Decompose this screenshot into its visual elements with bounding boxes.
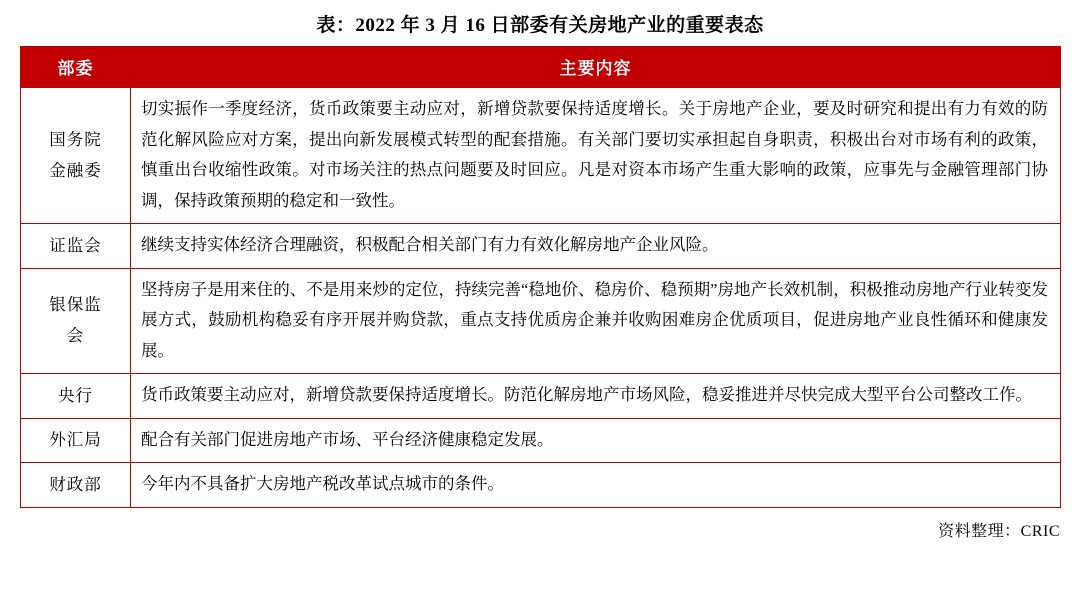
policy-table	[20, 46, 1061, 508]
cell-content: 坚持房子是用来住的、不是用来炒的定位，持续完善“稳地价、稳房价、稳预期”房地产长效机制，积极推动房地产行业转变发展方式，鼓励机构稳妥有序开展并购贷款，重点支持优质房企兼并收购困难房企优质项目，促进房地产业良性循环和健康发展。	[131, 268, 1061, 374]
cell-content: 今年内不具备扩大房地产税改革试点城市的条件。	[131, 463, 1061, 508]
column-header-department: 部委	[21, 47, 131, 88]
cell-content: 货币政策要主动应对，新增贷款要保持适度增长。防范化解房地产市场风险，稳妥推进并尽快完成大型平台公司整改工作。	[131, 374, 1061, 419]
cell-content: 继续支持实体经济合理融资，积极配合相关部门有力有效化解房地产企业风险。	[131, 224, 1061, 269]
table-header	[21, 47, 1061, 88]
table-body	[21, 88, 1061, 508]
cell-department: 国务院 金融委	[21, 88, 131, 224]
table-row	[21, 418, 1061, 463]
cell-content: 配合有关部门促进房地产市场、平台经济健康稳定发展。	[131, 418, 1061, 463]
column-header-content: 主要内容	[131, 47, 1061, 88]
cell-content: 切实振作一季度经济，货币政策要主动应对，新增贷款要保持适度增长。关于房地产企业，要及时研究和提出有力有效的防范化解风险应对方案，提出向新发展模式转型的配套措施。有关部门要切实承担起自身职责，积极出台对市场有利的政策，慎重出台收缩性政策。对市场关注的热点问题要及时回应。凡是对资本市场产生重大影响的政策，应事先与金融管理部门协调，保持政策预期的稳定和一致性。	[131, 88, 1061, 224]
table-header-row	[21, 47, 1061, 88]
cell-department: 银保监 会	[21, 268, 131, 374]
table-row	[21, 88, 1061, 224]
table-row	[21, 374, 1061, 419]
cell-department: 财政部	[21, 463, 131, 508]
table-row	[21, 224, 1061, 269]
table-row	[21, 463, 1061, 508]
cell-department: 外汇局	[21, 418, 131, 463]
table-row	[21, 268, 1061, 374]
cell-department: 央行	[21, 374, 131, 419]
page-title: 表：2022 年 3 月 16 日部委有关房地产业的重要表态	[316, 15, 764, 36]
source-note: 资料整理：CRIC	[938, 522, 1060, 540]
cell-department: 证监会	[21, 224, 131, 269]
